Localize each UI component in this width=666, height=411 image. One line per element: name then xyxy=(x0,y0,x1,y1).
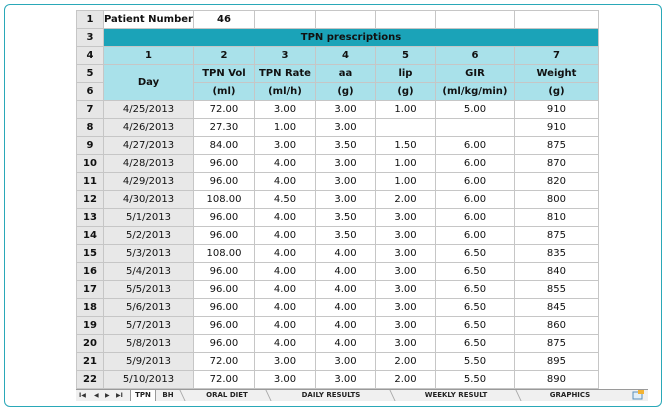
data-cell[interactable]: 72.00 xyxy=(193,101,254,119)
data-cell[interactable]: 6.00 xyxy=(435,209,514,227)
data-cell[interactable]: 96.00 xyxy=(193,317,254,335)
table-row xyxy=(77,173,599,191)
data-cell[interactable]: 4.00 xyxy=(315,263,375,281)
row-header[interactable]: 20 xyxy=(77,335,104,353)
data-cell[interactable]: 1.00 xyxy=(375,155,435,173)
row-patient xyxy=(77,11,599,29)
data-cell[interactable]: 875 xyxy=(514,335,598,353)
data-cell[interactable]: 108.00 xyxy=(193,245,254,263)
column-number[interactable]: 5 xyxy=(375,47,435,65)
data-cell[interactable]: 6.00 xyxy=(435,173,514,191)
row-header[interactable]: 4 xyxy=(77,47,104,65)
first-sheet-button[interactable]: I◀ xyxy=(79,392,86,399)
data-cell[interactable]: 1.00 xyxy=(254,119,315,137)
tab-separator xyxy=(179,390,185,401)
table-row xyxy=(77,137,599,155)
patient-number-value[interactable]: 46 xyxy=(193,11,254,29)
data-cell[interactable]: 875 xyxy=(514,227,598,245)
data-cell[interactable]: 84.00 xyxy=(193,137,254,155)
day-cell[interactable]: 5/5/2013 xyxy=(104,281,194,299)
data-cell[interactable]: 3.00 xyxy=(315,353,375,371)
empty-cell[interactable] xyxy=(375,11,435,29)
tab-separator xyxy=(389,390,395,401)
data-cell[interactable]: 3.00 xyxy=(315,101,375,119)
day-cell[interactable]: 5/7/2013 xyxy=(104,317,194,335)
unit-header[interactable]: (ml/kg/min) xyxy=(435,83,514,101)
data-cell[interactable]: 875 xyxy=(514,137,598,155)
data-cell[interactable]: 3.00 xyxy=(375,281,435,299)
day-cell[interactable]: 4/27/2013 xyxy=(104,137,194,155)
data-cell[interactable]: 4.00 xyxy=(315,299,375,317)
data-cell[interactable]: 6.50 xyxy=(435,281,514,299)
data-cell[interactable]: 810 xyxy=(514,209,598,227)
data-cell[interactable]: 4.00 xyxy=(254,209,315,227)
row-header[interactable]: 18 xyxy=(77,299,104,317)
header-day[interactable]: Day xyxy=(104,65,194,101)
data-cell[interactable] xyxy=(435,119,514,137)
row-header[interactable]: 21 xyxy=(77,353,104,371)
data-cell[interactable]: 3.00 xyxy=(315,371,375,389)
data-cell[interactable]: 1.00 xyxy=(375,101,435,119)
row-header[interactable]: 9 xyxy=(77,137,104,155)
data-cell[interactable]: 3.00 xyxy=(375,335,435,353)
table-row xyxy=(77,371,599,389)
data-cell[interactable]: 3.00 xyxy=(315,155,375,173)
table-row xyxy=(77,155,599,173)
table-row xyxy=(77,263,599,281)
table-row xyxy=(77,281,599,299)
tab-oral-diet[interactable]: ORAL DIET xyxy=(206,391,248,399)
row-header[interactable]: 13 xyxy=(77,209,104,227)
data-cell[interactable]: 5.00 xyxy=(435,101,514,119)
data-cell[interactable]: 800 xyxy=(514,191,598,209)
data-cell[interactable]: 1.50 xyxy=(375,137,435,155)
unit-header[interactable]: (g) xyxy=(315,83,375,101)
data-cell[interactable]: 860 xyxy=(514,317,598,335)
data-cell[interactable]: 4.00 xyxy=(315,317,375,335)
data-cell[interactable]: 96.00 xyxy=(193,281,254,299)
data-cell[interactable]: 4.00 xyxy=(254,335,315,353)
data-cell[interactable]: 96.00 xyxy=(193,155,254,173)
data-cell[interactable]: 96.00 xyxy=(193,263,254,281)
unit-header[interactable]: (ml/h) xyxy=(254,83,315,101)
column-header[interactable]: aa xyxy=(315,65,375,83)
data-cell[interactable]: 96.00 xyxy=(193,209,254,227)
data-cell[interactable]: 870 xyxy=(514,155,598,173)
column-header[interactable]: TPN Rate xyxy=(254,65,315,83)
data-cell[interactable]: 4.00 xyxy=(315,281,375,299)
data-cell[interactable]: 6.50 xyxy=(435,263,514,281)
column-number[interactable]: 4 xyxy=(315,47,375,65)
patient-number-label[interactable]: Patient Number xyxy=(104,11,194,29)
data-cell[interactable]: 4.00 xyxy=(254,263,315,281)
data-cell[interactable]: 2.00 xyxy=(375,353,435,371)
data-cell[interactable]: 3.00 xyxy=(315,119,375,137)
row-headers xyxy=(77,65,599,83)
unit-header[interactable]: (ml) xyxy=(193,83,254,101)
row-header[interactable]: 7 xyxy=(77,101,104,119)
empty-cell[interactable] xyxy=(514,11,598,29)
last-sheet-button[interactable]: ▶I xyxy=(116,392,123,399)
data-cell[interactable]: 895 xyxy=(514,353,598,371)
data-cell[interactable]: 96.00 xyxy=(193,299,254,317)
data-cell[interactable] xyxy=(375,119,435,137)
row-header[interactable]: 5 xyxy=(77,65,104,83)
data-cell[interactable]: 6.00 xyxy=(435,227,514,245)
data-cell[interactable]: 3.00 xyxy=(375,227,435,245)
day-cell[interactable]: 4/28/2013 xyxy=(104,155,194,173)
column-number[interactable]: 3 xyxy=(254,47,315,65)
table-title[interactable]: TPN prescriptions xyxy=(104,29,599,47)
data-cell[interactable]: 4.00 xyxy=(315,335,375,353)
data-cell[interactable]: 6.50 xyxy=(435,317,514,335)
empty-cell[interactable] xyxy=(435,11,514,29)
column-number[interactable]: 6 xyxy=(435,47,514,65)
data-cell[interactable]: 835 xyxy=(514,245,598,263)
row-header[interactable]: 17 xyxy=(77,281,104,299)
data-cell[interactable]: 4.00 xyxy=(254,245,315,263)
data-cell[interactable]: 6.00 xyxy=(435,191,514,209)
row-header[interactable]: 19 xyxy=(77,317,104,335)
data-cell[interactable]: 3.00 xyxy=(315,173,375,191)
data-cell[interactable]: 845 xyxy=(514,299,598,317)
table-row xyxy=(77,101,599,119)
data-cell[interactable]: 4.50 xyxy=(254,191,315,209)
row-header[interactable]: 10 xyxy=(77,155,104,173)
day-cell[interactable]: 5/6/2013 xyxy=(104,299,194,317)
data-cell[interactable]: 4.00 xyxy=(254,227,315,245)
data-cell[interactable]: 96.00 xyxy=(193,227,254,245)
column-number[interactable]: 1 xyxy=(104,47,194,65)
insert-sheet-icon[interactable] xyxy=(631,390,645,400)
column-number[interactable]: 7 xyxy=(514,47,598,65)
data-cell[interactable]: 6.00 xyxy=(435,155,514,173)
table-row xyxy=(77,245,599,263)
tab-weekly-result[interactable]: WEEKLY RESULT xyxy=(424,391,488,399)
row-header[interactable]: 12 xyxy=(77,191,104,209)
day-cell[interactable]: 5/10/2013 xyxy=(104,371,194,389)
row-header[interactable]: 16 xyxy=(77,263,104,281)
tab-separator xyxy=(265,390,271,401)
row-header[interactable]: 1 xyxy=(77,11,104,29)
data-cell[interactable]: 4.00 xyxy=(254,317,315,335)
data-cell[interactable]: 6.00 xyxy=(435,137,514,155)
data-cell[interactable]: 890 xyxy=(514,371,598,389)
row-column-numbers xyxy=(77,47,599,65)
day-cell[interactable]: 5/4/2013 xyxy=(104,263,194,281)
data-cell[interactable]: 3.00 xyxy=(375,245,435,263)
data-cell[interactable]: 4.00 xyxy=(254,155,315,173)
table-row xyxy=(77,335,599,353)
data-cell[interactable]: 2.00 xyxy=(375,191,435,209)
day-cell[interactable]: 4/25/2013 xyxy=(104,101,194,119)
table-row xyxy=(77,119,599,137)
table-row xyxy=(77,209,599,227)
data-cell[interactable]: 820 xyxy=(514,173,598,191)
data-cell[interactable]: 3.00 xyxy=(254,137,315,155)
row-title xyxy=(77,29,599,47)
column-header[interactable]: Weight xyxy=(514,65,598,83)
data-cell[interactable]: 840 xyxy=(514,263,598,281)
row-header[interactable]: 6 xyxy=(77,83,104,101)
day-cell[interactable]: 4/30/2013 xyxy=(104,191,194,209)
table-row xyxy=(77,353,599,371)
data-cell[interactable]: 6.50 xyxy=(435,335,514,353)
data-cell[interactable]: 5.50 xyxy=(435,371,514,389)
row-header[interactable]: 3 xyxy=(77,29,104,47)
data-cell[interactable]: 108.00 xyxy=(193,191,254,209)
prev-sheet-button[interactable]: ◀ xyxy=(94,392,99,399)
day-cell[interactable]: 4/26/2013 xyxy=(104,119,194,137)
data-cell[interactable]: 2.00 xyxy=(375,371,435,389)
tab-separator xyxy=(515,390,521,401)
data-cell[interactable]: 3.00 xyxy=(254,353,315,371)
data-cell[interactable]: 72.00 xyxy=(193,371,254,389)
row-header[interactable]: 15 xyxy=(77,245,104,263)
table-row xyxy=(77,317,599,335)
data-cell[interactable]: 910 xyxy=(514,119,598,137)
day-cell[interactable]: 5/8/2013 xyxy=(104,335,194,353)
data-cell[interactable]: 4.00 xyxy=(254,173,315,191)
tab-graphics[interactable]: GRAPHICS xyxy=(549,391,591,399)
data-cell[interactable]: 3.00 xyxy=(375,209,435,227)
row-header[interactable]: 22 xyxy=(77,371,104,389)
data-cell[interactable]: 4.00 xyxy=(315,245,375,263)
table-row xyxy=(77,227,599,245)
data-cell[interactable]: 3.50 xyxy=(315,227,375,245)
day-cell[interactable]: 5/1/2013 xyxy=(104,209,194,227)
empty-cell[interactable] xyxy=(315,11,375,29)
data-cell[interactable]: 3.00 xyxy=(375,299,435,317)
data-cell[interactable]: 3.50 xyxy=(315,137,375,155)
data-cell[interactable]: 72.00 xyxy=(193,353,254,371)
next-sheet-button[interactable]: ▶ xyxy=(105,392,110,399)
spreadsheet-grid xyxy=(76,10,599,389)
data-cell[interactable]: 1.00 xyxy=(375,173,435,191)
data-cell[interactable]: 3.00 xyxy=(375,263,435,281)
column-header[interactable]: lip xyxy=(375,65,435,83)
empty-cell[interactable] xyxy=(254,11,315,29)
unit-header[interactable]: (g) xyxy=(375,83,435,101)
data-cell[interactable]: 3.00 xyxy=(315,191,375,209)
table-row xyxy=(77,191,599,209)
tab-bh[interactable]: BH xyxy=(162,391,174,399)
data-cell[interactable]: 6.50 xyxy=(435,245,514,263)
data-cell[interactable]: 96.00 xyxy=(193,173,254,191)
data-cell[interactable]: 5.50 xyxy=(435,353,514,371)
column-header[interactable]: TPN Vol xyxy=(193,65,254,83)
tab-tpn[interactable]: TPN xyxy=(130,390,156,401)
row-header[interactable]: 14 xyxy=(77,227,104,245)
column-number[interactable]: 2 xyxy=(193,47,254,65)
tab-daily-results[interactable]: DAILY RESULTS xyxy=(301,391,361,399)
day-cell[interactable]: 5/2/2013 xyxy=(104,227,194,245)
table-row xyxy=(77,299,599,317)
day-cell[interactable]: 5/9/2013 xyxy=(104,353,194,371)
data-cell[interactable]: 27.30 xyxy=(193,119,254,137)
data-cell[interactable]: 4.00 xyxy=(254,281,315,299)
row-header[interactable]: 11 xyxy=(77,173,104,191)
data-cell[interactable]: 855 xyxy=(514,281,598,299)
data-cell[interactable]: 4.00 xyxy=(254,299,315,317)
data-cell[interactable]: 96.00 xyxy=(193,335,254,353)
data-cell[interactable]: 6.50 xyxy=(435,299,514,317)
sheet-tab-bar xyxy=(76,389,648,401)
data-cell[interactable]: 3.50 xyxy=(315,209,375,227)
day-cell[interactable]: 4/29/2013 xyxy=(104,173,194,191)
day-cell[interactable]: 5/3/2013 xyxy=(104,245,194,263)
unit-header[interactable]: (g) xyxy=(514,83,598,101)
data-cell[interactable]: 3.00 xyxy=(254,101,315,119)
data-cell[interactable]: 910 xyxy=(514,101,598,119)
data-cell[interactable]: 3.00 xyxy=(375,317,435,335)
row-header[interactable]: 8 xyxy=(77,119,104,137)
data-cell[interactable]: 3.00 xyxy=(254,371,315,389)
column-header[interactable]: GIR xyxy=(435,65,514,83)
